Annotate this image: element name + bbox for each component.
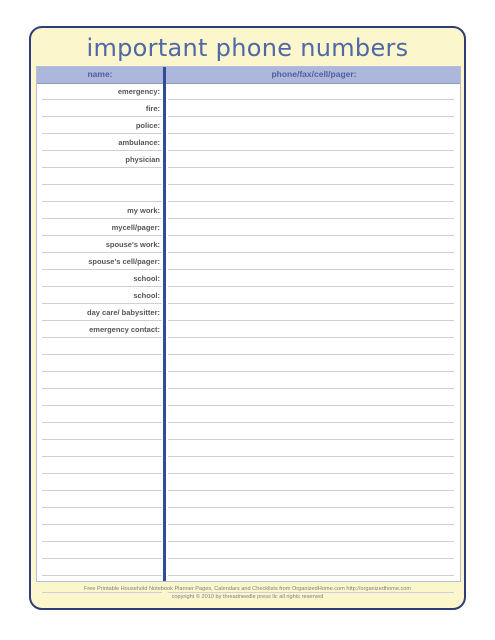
row-label: school: bbox=[133, 291, 160, 300]
row-label: mycell/pager: bbox=[111, 223, 160, 232]
table-row bbox=[37, 372, 460, 389]
footer bbox=[0, 585, 495, 601]
row-label: emergency: bbox=[117, 87, 160, 96]
row-label: fire: bbox=[145, 104, 160, 113]
column-divider bbox=[163, 67, 166, 581]
table-row bbox=[37, 355, 460, 372]
footer-line-1: Free Printable Household Notebook Planner Pages, Calendars and Checklists from OrganizedHome.com http://organizedhome.com bbox=[83, 586, 412, 592]
table-row bbox=[37, 236, 460, 253]
row-label: school: bbox=[133, 274, 160, 283]
table-row bbox=[37, 287, 460, 304]
table-row bbox=[37, 542, 460, 559]
name-column-header: name: bbox=[87, 69, 113, 79]
table-row bbox=[37, 219, 460, 236]
row-label: police: bbox=[135, 121, 160, 130]
table-row bbox=[37, 83, 460, 100]
row-label: emergency contact: bbox=[89, 325, 160, 334]
table-row bbox=[37, 168, 460, 185]
table-row bbox=[37, 406, 460, 423]
table-row bbox=[37, 151, 460, 168]
table-row bbox=[37, 525, 460, 542]
table-row bbox=[37, 185, 460, 202]
page-title: important phone numbers bbox=[86, 34, 409, 62]
table-row bbox=[37, 304, 460, 321]
row-label: day care/ babysitter: bbox=[87, 308, 160, 317]
phone-table bbox=[36, 66, 461, 582]
row-label: spouse's cell/pager: bbox=[88, 257, 160, 266]
table-row bbox=[37, 440, 460, 457]
table-row bbox=[37, 338, 460, 355]
row-label: physician bbox=[125, 155, 160, 164]
table-row bbox=[37, 508, 460, 525]
row-label: my work: bbox=[127, 206, 160, 215]
table-row bbox=[37, 117, 460, 134]
table-row bbox=[37, 321, 460, 338]
table-row bbox=[37, 202, 460, 219]
footer-line-2: copyright © 2010 by threadneedle press llc all rights reserved bbox=[171, 594, 324, 600]
table-row bbox=[37, 389, 460, 406]
table-row bbox=[37, 270, 460, 287]
table-row bbox=[37, 559, 460, 576]
table-row bbox=[37, 474, 460, 491]
table-row bbox=[37, 253, 460, 270]
table-header bbox=[37, 67, 460, 84]
table-row bbox=[37, 457, 460, 474]
table-row bbox=[37, 491, 460, 508]
row-label: ambulance: bbox=[118, 138, 160, 147]
table-row bbox=[37, 100, 460, 117]
table-row bbox=[37, 423, 460, 440]
row-label: spouse's work: bbox=[105, 240, 160, 249]
phone-column-header: phone/fax/cell/pager: bbox=[271, 69, 357, 79]
table-row bbox=[37, 134, 460, 151]
